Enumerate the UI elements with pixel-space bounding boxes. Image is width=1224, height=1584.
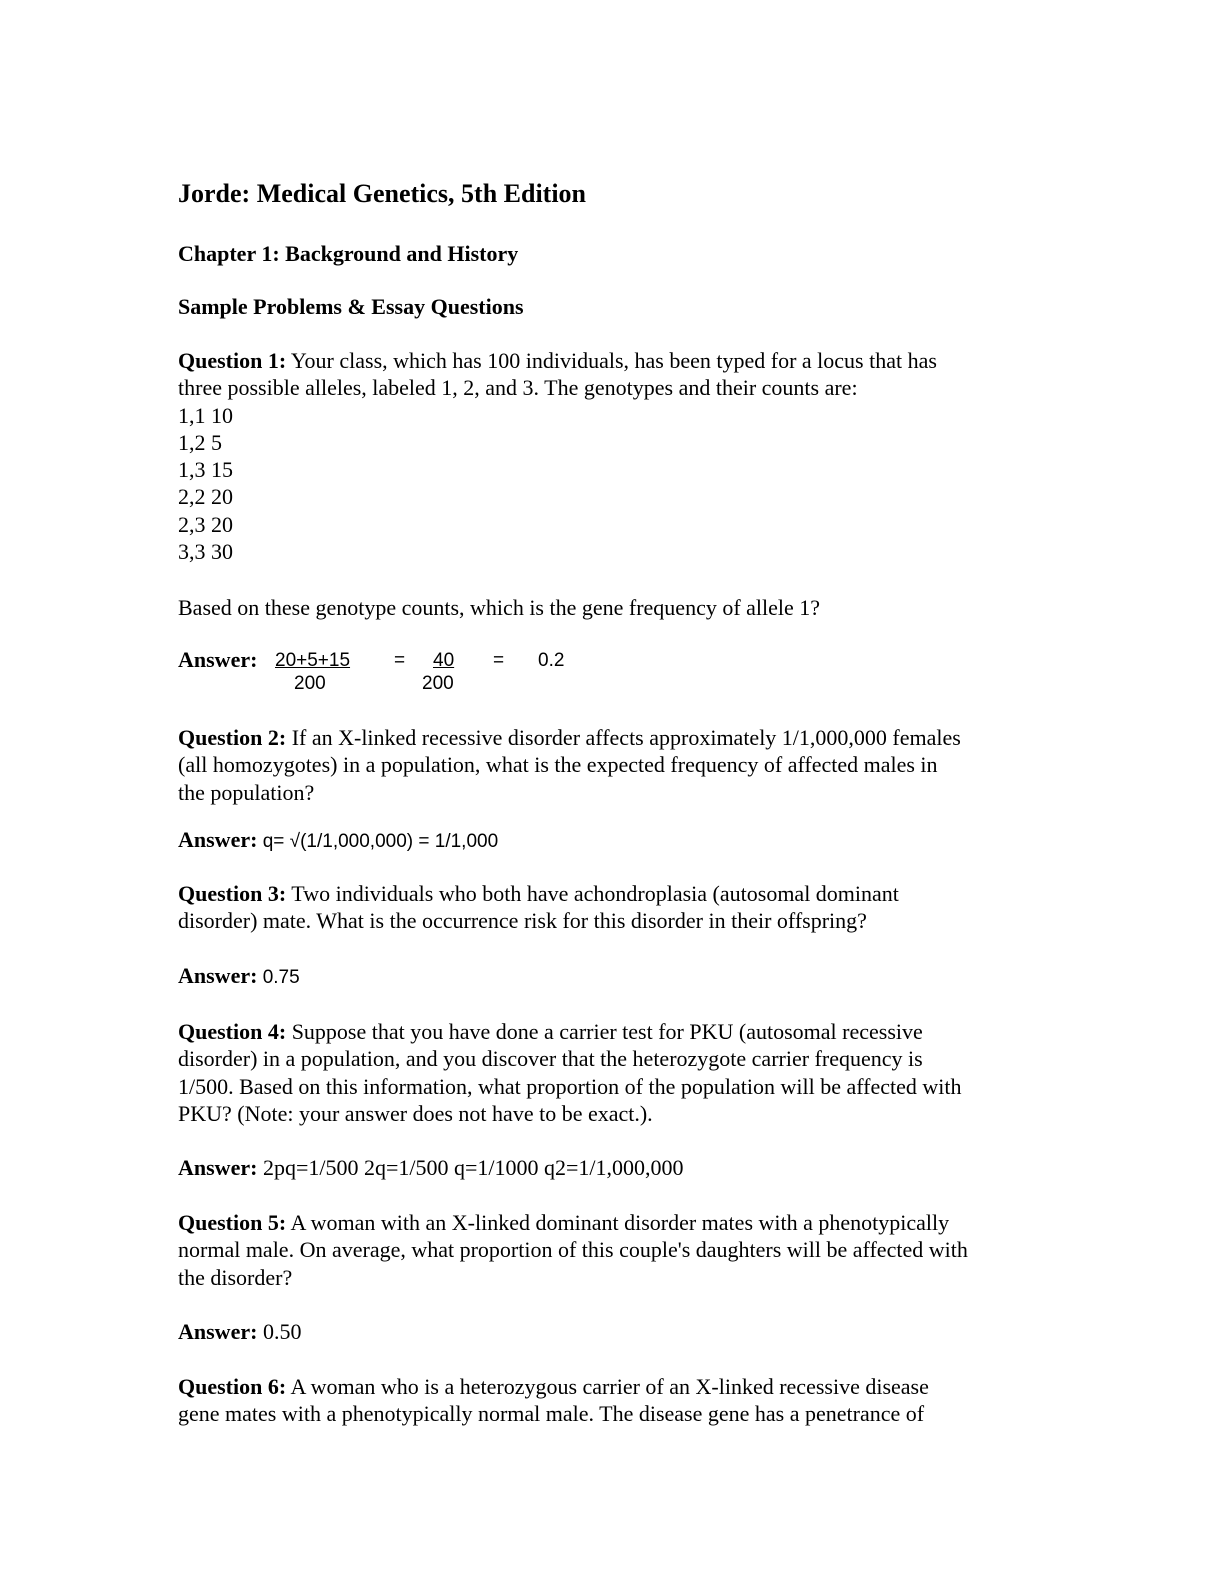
question-2-answer	[178, 826, 1048, 853]
question-4-text-line-3: 1/500. Based on this information, what proportion of the population will be affected with	[178, 1073, 962, 1099]
question-2-text-line-1: If an X-linked recessive disorder affects approximately 1/1,000,000 females	[286, 725, 961, 750]
equals-sign: =	[394, 650, 406, 671]
question-2	[178, 724, 1048, 806]
question-1	[178, 347, 1048, 565]
question-3	[178, 880, 1048, 935]
question-1-prompt	[178, 594, 1048, 621]
question-1-prompt-text: Based on these genotype counts, which is the gene frequency of allele 1?	[178, 595, 821, 620]
answer-label: Answer:	[178, 1155, 258, 1180]
question-2-text-line-3: the population?	[178, 779, 315, 805]
question-5-answer-text: 0.50	[257, 1319, 302, 1344]
question-4-text-line-1: Suppose that you have done a carrier test for PKU (autosomal recessive	[286, 1019, 923, 1044]
answer-result: 0.2	[538, 650, 565, 671]
equals-sign: =	[493, 650, 505, 671]
genotype-row: 2,2 20	[178, 484, 233, 510]
document-title: Jorde: Medical Genetics, 5th Edition	[178, 179, 587, 208]
question-3-text-line-2: disorder) mate. What is the occurrence risk for this disorder in their offspring?	[178, 908, 867, 934]
genotype-row: 1,1 10	[178, 402, 233, 428]
fraction-1-denominator: 200	[294, 673, 326, 694]
question-2-answer-text: q= √(1/1,000,000) = 1/1,000	[257, 831, 499, 852]
genotype-row: 1,2 5	[178, 429, 222, 455]
question-4-answer	[178, 1154, 1048, 1181]
question-6	[178, 1373, 1048, 1428]
answer-label: Answer:	[178, 647, 258, 672]
genotype-row: 2,3 20	[178, 511, 233, 537]
question-4	[178, 1018, 1048, 1127]
section-heading: Sample Problems & Essay Questions	[178, 294, 524, 319]
question-5-label: Question 5:	[178, 1210, 287, 1235]
question-4-answer-text: 2pq=1/500 2q=1/500 q=1/1000 q2=1/1,000,000	[257, 1155, 684, 1180]
question-4-text-line-4: PKU? (Note: your answer does not have to be exact.).	[178, 1100, 653, 1126]
question-1-text-line-1: Your class, which has 100 individuals, has been typed for a locus that has	[286, 348, 937, 373]
answer-label: Answer:	[178, 1319, 258, 1344]
chapter-heading: Chapter 1: Background and History	[178, 241, 519, 266]
question-5	[178, 1209, 1048, 1291]
fraction-2-numerator: 40	[433, 650, 455, 671]
fraction-2-denominator: 200	[422, 673, 454, 694]
answer-label: Answer:	[178, 827, 258, 852]
question-4-label: Question 4:	[178, 1019, 287, 1044]
genotype-row: 1,3 15	[178, 457, 233, 483]
question-6-text-line-2: gene mates with a phenotypically normal male. The disease gene has a penetrance of	[178, 1401, 925, 1427]
fraction-1-numerator: 20+5+15	[275, 650, 351, 671]
question-3-answer	[178, 962, 1048, 989]
question-6-label: Question 6:	[178, 1374, 287, 1399]
question-5-text-line-2: normal male. On average, what proportion of this couple's daughters will be affected with	[178, 1237, 968, 1263]
question-3-answer-text: 0.75	[257, 967, 300, 988]
question-5-text-line-3: the disorder?	[178, 1264, 293, 1290]
question-1-text-line-2: three possible alleles, labeled 1, 2, and 3. The genotypes and their counts are:	[178, 375, 858, 401]
question-2-label: Question 2:	[178, 725, 287, 750]
question-3-label: Question 3:	[178, 881, 287, 906]
answer-label: Answer:	[178, 963, 258, 988]
question-6-text-line-1: A woman who is a heterozygous carrier of an X-linked recessive disease	[286, 1374, 929, 1399]
question-1-label: Question 1:	[178, 348, 287, 373]
question-5-text-line-1: A woman with an X-linked dominant disorder mates with a phenotypically	[286, 1210, 950, 1235]
question-3-text-line-1: Two individuals who both have achondroplasia (autosomal dominant	[286, 881, 899, 906]
question-2-text-line-2: (all homozygotes) in a population, what is the expected frequency of affected males in	[178, 752, 938, 778]
question-4-text-line-2: disorder) in a population, and you discover that the heterozygote carrier frequency is	[178, 1046, 923, 1072]
question-5-answer	[178, 1318, 1048, 1345]
genotype-row: 3,3 30	[178, 539, 233, 565]
